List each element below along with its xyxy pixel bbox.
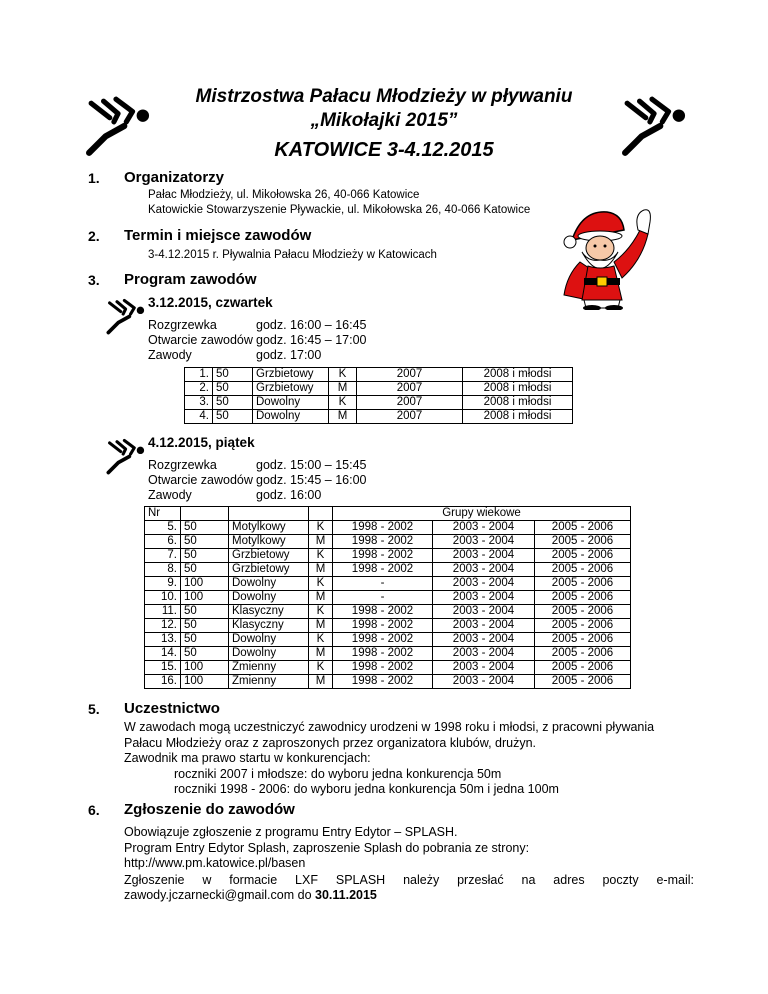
table-cell: 6. — [145, 535, 181, 549]
table-cell: 15. — [145, 661, 181, 675]
schedule-label: Zawody — [148, 488, 192, 502]
section-title-program: Program zawodów — [124, 271, 257, 288]
table-cell: 100 — [181, 577, 229, 591]
table-cell: 2003 - 2004 — [433, 619, 535, 633]
table-row — [145, 647, 631, 661]
table-header-cell — [181, 507, 229, 521]
table-row — [145, 605, 631, 619]
registration-send-line — [124, 873, 694, 889]
table-row — [185, 410, 573, 424]
section-title-venue: Termin i miejsce zawodów — [124, 227, 312, 244]
table-cell: 100 — [181, 675, 229, 689]
table-cell: 4. — [185, 410, 213, 424]
table-cell: 2008 i młodsi — [463, 368, 573, 382]
section-number: 6. — [88, 802, 100, 818]
schedule-time: godz. 15:00 – 15:45 — [256, 458, 367, 472]
table-cell: 100 — [181, 661, 229, 675]
table-cell: 8. — [145, 563, 181, 577]
participation-rule: roczniki 1998 - 2006: do wyboru jedna konkurencja 50m i jedna 100m — [174, 782, 559, 796]
table-cell: 2003 - 2004 — [433, 647, 535, 661]
table-cell: 2005 - 2006 — [535, 633, 631, 647]
table-cell: Grzbietowy — [253, 382, 329, 396]
table-cell: 2007 — [357, 368, 463, 382]
table-cell: Dowolny — [229, 591, 309, 605]
table-cell: Dowolny — [229, 647, 309, 661]
table-cell: 2007 — [357, 396, 463, 410]
schedule-time: godz. 16:00 — [256, 488, 322, 502]
table-header-cell — [309, 507, 333, 521]
table-row — [145, 563, 631, 577]
table-cell: 50 — [181, 647, 229, 661]
table-cell: 2003 - 2004 — [433, 661, 535, 675]
table-cell: 2005 - 2006 — [535, 521, 631, 535]
table-row — [145, 535, 631, 549]
table-cell: 2008 i młodsi — [463, 410, 573, 424]
table-cell: 7. — [145, 549, 181, 563]
table-cell: M — [309, 675, 333, 689]
table-cell: 1. — [185, 368, 213, 382]
table-row — [145, 619, 631, 633]
table-cell: 2003 - 2004 — [433, 535, 535, 549]
table-cell: 13. — [145, 633, 181, 647]
table-cell: 1998 - 2002 — [333, 647, 433, 661]
day1-schedule — [148, 318, 367, 363]
table-cell: 2008 i młodsi — [463, 396, 573, 410]
table-cell: M — [309, 591, 333, 605]
schedule-label: Otwarcie zawodów — [148, 333, 253, 347]
section-number: 2. — [88, 228, 100, 244]
schedule-time: godz. 15:45 – 16:00 — [256, 473, 367, 487]
table-cell: 50 — [181, 619, 229, 633]
table-row — [185, 396, 573, 410]
table-cell: M — [309, 619, 333, 633]
table-row — [185, 368, 573, 382]
table-cell: 2005 - 2006 — [535, 563, 631, 577]
organizer-line: Pałac Młodzieży, ul. Mikołowska 26, 40-066 Katowice — [148, 189, 420, 201]
registration-email: zawody.jczarnecki@gmail.com do — [124, 888, 315, 902]
table-cell: K — [329, 368, 357, 382]
registration-word: e-mail: — [656, 873, 694, 887]
participation-text: Pałacu Młodzieży oraz z zaproszonych przez organizatora klubów, drużyn. — [124, 735, 537, 750]
table-cell: Grzbietowy — [253, 368, 329, 382]
section-number: 3. — [88, 272, 100, 288]
registration-word: formacie — [229, 873, 278, 887]
table-cell: K — [309, 661, 333, 675]
swimmer-icon — [618, 95, 688, 157]
table-cell: 1998 - 2002 — [333, 549, 433, 563]
table-cell: 12. — [145, 619, 181, 633]
table-cell: 100 — [181, 591, 229, 605]
table-cell: 2005 - 2006 — [535, 619, 631, 633]
schedule-time: godz. 16:45 – 17:00 — [256, 333, 367, 347]
table-cell: 2005 - 2006 — [535, 675, 631, 689]
table-cell: 1998 - 2002 — [333, 521, 433, 535]
schedule-time: godz. 16:00 – 16:45 — [256, 318, 367, 332]
section-title-registration: Zgłoszenie do zawodów — [124, 801, 295, 818]
table-cell: K — [309, 605, 333, 619]
table-cell: 2005 - 2006 — [535, 647, 631, 661]
table-cell: 2005 - 2006 — [535, 535, 631, 549]
section-number: 1. — [88, 170, 100, 186]
table-row — [145, 521, 631, 535]
document-title: Mistrzostwa Pałacu Młodzieży w pływaniu — [195, 86, 573, 107]
table-cell: Dowolny — [253, 410, 329, 424]
table-row — [145, 549, 631, 563]
table-cell: Grzbietowy — [229, 549, 309, 563]
table-cell: K — [309, 549, 333, 563]
registration-word: adres — [553, 873, 585, 887]
table-cell: 50 — [213, 410, 253, 424]
day2-title: 4.12.2015, piątek — [148, 435, 255, 450]
table-cell: 10. — [145, 591, 181, 605]
table-cell: 2003 - 2004 — [433, 605, 535, 619]
table-cell: Grzbietowy — [229, 563, 309, 577]
registration-word: należy — [403, 873, 440, 887]
table-cell: 5. — [145, 521, 181, 535]
table-cell: Zmienny — [229, 661, 309, 675]
table-cell: 1998 - 2002 — [333, 563, 433, 577]
table-cell: 2005 - 2006 — [535, 549, 631, 563]
table-cell: 2003 - 2004 — [433, 591, 535, 605]
table-cell: M — [309, 563, 333, 577]
table-cell: 1998 - 2002 — [333, 675, 433, 689]
table-cell: K — [309, 577, 333, 591]
day2-events-table — [144, 506, 631, 689]
table-cell: 3. — [185, 396, 213, 410]
table-cell: Motylkowy — [229, 535, 309, 549]
table-cell: Zmienny — [229, 675, 309, 689]
table-cell: 50 — [181, 563, 229, 577]
table-cell: 2005 - 2006 — [535, 605, 631, 619]
day1-title: 3.12.2015, czwartek — [148, 295, 273, 310]
table-cell: M — [309, 535, 333, 549]
table-cell: 2007 — [357, 382, 463, 396]
table-cell: 1998 - 2002 — [333, 633, 433, 647]
table-cell: 50 — [213, 396, 253, 410]
registration-word: SPLASH — [335, 873, 386, 887]
swimmer-icon — [104, 438, 146, 475]
registration-word: poczty — [602, 873, 639, 887]
table-cell: K — [309, 521, 333, 535]
table-cell: 50 — [213, 382, 253, 396]
table-cell: K — [309, 633, 333, 647]
table-cell: 1998 - 2002 — [333, 619, 433, 633]
table-cell: Klasyczny — [229, 619, 309, 633]
table-cell: Dowolny — [253, 396, 329, 410]
table-header-cell: Grupy wiekowe — [333, 507, 631, 521]
table-cell: 1998 - 2002 — [333, 535, 433, 549]
registration-deadline: 30.11.2015 — [315, 888, 377, 902]
table-cell: 50 — [213, 368, 253, 382]
table-cell: 2. — [185, 382, 213, 396]
table-cell: - — [333, 591, 433, 605]
table-cell: Dowolny — [229, 577, 309, 591]
table-cell: - — [333, 577, 433, 591]
table-cell: 2003 - 2004 — [433, 549, 535, 563]
table-cell: Motylkowy — [229, 521, 309, 535]
registration-text: Obowiązuje zgłoszenie z programu Entry Edytor – SPLASH. — [124, 825, 458, 839]
table-header-row — [145, 507, 631, 521]
table-cell: 50 — [181, 549, 229, 563]
table-cell: M — [309, 647, 333, 661]
table-row — [145, 675, 631, 689]
table-cell: 50 — [181, 521, 229, 535]
table-row — [185, 382, 573, 396]
day2-schedule — [148, 458, 367, 503]
table-cell: 50 — [181, 535, 229, 549]
participation-text: W zawodach mogą uczestniczyć zawodnicy urodzeni w 1998 roku i młodsi, z pracowni pływania — [124, 720, 655, 734]
section-title-organizers: Organizatorzy — [124, 169, 225, 186]
table-cell: 2003 - 2004 — [433, 563, 535, 577]
registration-url: http://www.pm.katowice.pl/basen — [124, 856, 306, 870]
registration-text: Program Entry Edytor Splash, zaproszenie Splash do pobrania ze strony: — [124, 840, 530, 855]
organizer-line: Katowickie Stowarzyszenie Pływackie, ul. Mikołowska 26, 40-066 Katowice — [148, 204, 531, 216]
swimmer-icon — [82, 95, 152, 157]
table-cell: 2005 - 2006 — [535, 661, 631, 675]
table-cell: 2005 - 2006 — [535, 591, 631, 605]
schedule-label: Rozgrzewka — [148, 458, 217, 472]
registration-word: LXF — [295, 873, 318, 887]
event-name: „Mikołajki 2015” — [310, 110, 458, 131]
table-cell: 9. — [145, 577, 181, 591]
schedule-label: Zawody — [148, 348, 192, 362]
table-cell: 2008 i młodsi — [463, 382, 573, 396]
table-cell: 16. — [145, 675, 181, 689]
registration-word: w — [202, 873, 212, 887]
table-cell: M — [329, 410, 357, 424]
santa-claus-image — [552, 200, 677, 315]
registration-word: przesłać — [457, 873, 504, 887]
schedule-label: Otwarcie zawodów — [148, 473, 253, 487]
table-cell: K — [329, 396, 357, 410]
table-row — [145, 577, 631, 591]
event-location-date: KATOWICE 3-4.12.2015 — [274, 139, 494, 161]
table-header-cell: Nr — [145, 507, 181, 521]
table-cell: 50 — [181, 633, 229, 647]
schedule-time: godz. 17:00 — [256, 348, 322, 362]
table-row — [145, 591, 631, 605]
table-cell: 1998 - 2002 — [333, 661, 433, 675]
table-cell: 14. — [145, 647, 181, 661]
table-cell: M — [329, 382, 357, 396]
table-cell: Klasyczny — [229, 605, 309, 619]
registration-word: Zgłoszenie — [124, 873, 185, 887]
table-cell: 2003 - 2004 — [433, 675, 535, 689]
table-cell: 1998 - 2002 — [333, 605, 433, 619]
registration-word: na — [521, 873, 536, 887]
section-number: 5. — [88, 701, 100, 717]
table-cell: 2003 - 2004 — [433, 633, 535, 647]
swimmer-icon — [104, 298, 146, 335]
table-row — [145, 633, 631, 647]
table-cell: 2003 - 2004 — [433, 577, 535, 591]
table-cell: 50 — [181, 605, 229, 619]
table-cell: Dowolny — [229, 633, 309, 647]
table-cell: 2005 - 2006 — [535, 577, 631, 591]
participation-text: Zawodnik ma prawo startu w konkurencjach: — [124, 751, 371, 765]
table-row — [145, 661, 631, 675]
day1-events-table — [184, 367, 573, 424]
schedule-label: Rozgrzewka — [148, 318, 217, 332]
section-title-participation: Uczestnictwo — [124, 700, 220, 717]
venue-line: 3-4.12.2015 r. Pływalnia Pałacu Młodzieży w Katowicach — [148, 249, 437, 261]
table-cell: 2003 - 2004 — [433, 521, 535, 535]
participation-rule: roczniki 2007 i młodsze: do wyboru jedna konkurencja 50m — [174, 766, 502, 781]
table-cell: 2007 — [357, 410, 463, 424]
table-header-cell — [229, 507, 309, 521]
table-cell: 11. — [145, 605, 181, 619]
